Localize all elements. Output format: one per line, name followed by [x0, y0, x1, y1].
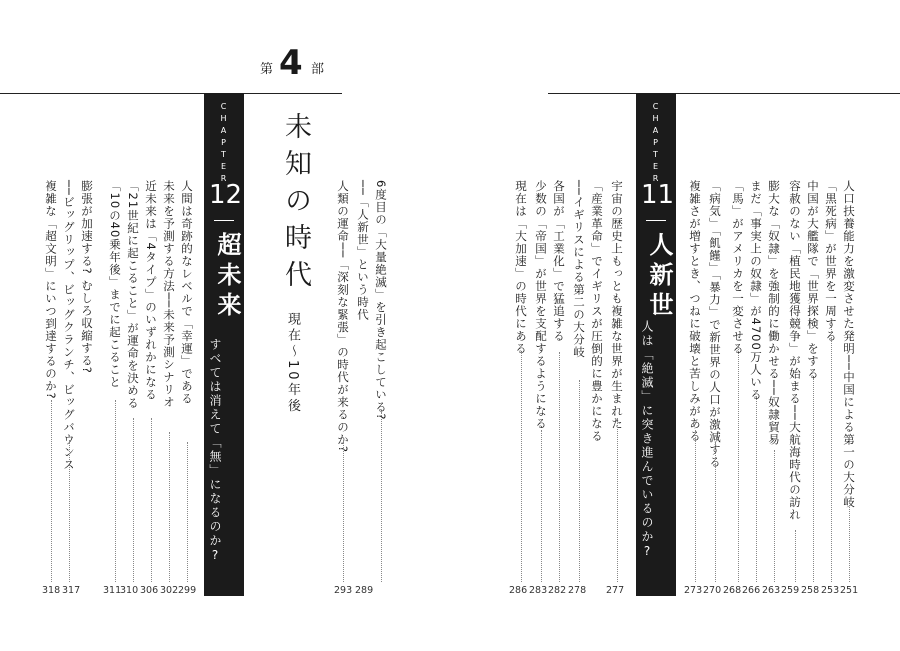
ch11-page-2: 253 [821, 585, 840, 596]
section-subtitle: 現在〜10年後 [285, 312, 300, 415]
ch11-entry-11: 「産業革命」でイギリスが圧倒的に豊かになる [590, 180, 604, 443]
ch11-page-3: 258 [801, 585, 820, 596]
chapter11-number: 11 [641, 180, 675, 210]
chapter11-dash [646, 220, 666, 221]
ch12-leader-1 [187, 442, 188, 582]
ch11-leader-3 [813, 378, 814, 582]
mid-leader-3 [343, 440, 344, 582]
chapter12-dash [214, 220, 234, 221]
ch12-page-6: 317 [62, 585, 81, 596]
chapter11-title: 人新世 [645, 232, 673, 322]
ch12-page-3: 306 [140, 585, 159, 596]
ch11-page-12: 278 [568, 585, 587, 596]
ch11-leader-2 [831, 318, 832, 582]
ch11-leader-8 [715, 442, 716, 582]
ch11-leader-9 [695, 430, 696, 582]
mid-entry-3: 人類の運命──「深刻な緊張」の時代が来るのか? [336, 180, 350, 453]
mid-entry-1: 6度目の「大量絶滅」を引き起こしている? [374, 180, 388, 421]
ch12-page-4: 310 [120, 585, 139, 596]
top-rule-right [548, 93, 900, 94]
chapter12-title: 超未来 [213, 232, 241, 322]
ch12-page-5: 311 [103, 585, 122, 596]
ch11-leader-1 [849, 500, 850, 582]
mid-page-3: 293 [334, 585, 353, 596]
ch12-entry-4: 「21世紀に起こること」が運命を決める [126, 180, 140, 410]
ch11-leader-5 [774, 450, 775, 582]
ch11-entry-12: ──イギリスによる第二の大分岐 [572, 180, 586, 359]
ch11-leader-15 [521, 352, 522, 582]
ch11-page-6: 266 [742, 585, 761, 596]
chapter11-subtitle: 人は「絶滅」に突き進んでいるのか? [640, 320, 654, 560]
section-title: 未知の時代 [280, 112, 311, 297]
ch12-page-1: 299 [178, 585, 197, 596]
ch11-entry-4: 容赦のない「植民地獲得競争」が始まる──大航海時代の訪れ [788, 180, 802, 521]
ch11-entry-9: 複雑さが増すとき、つねに破壊と苦しみがある [688, 180, 702, 443]
ch12-entry-8: 複雑な「超文明」にいつ到達するのか? [44, 180, 58, 400]
ch11-entry-6: まだ「事実上の奴隷」が4700万人いる [749, 180, 763, 401]
mid-entry-2: ──「人新世」という時代 [356, 180, 370, 321]
part-suffix: 部 [311, 62, 325, 77]
ch11-leader-4 [795, 530, 796, 582]
ch11-entry-13: 各国が「工業化」で猛追する [552, 180, 566, 343]
ch11-leader-7 [738, 346, 739, 582]
ch11-page-10: 277 [606, 585, 625, 596]
ch12-entry-2: 未来を予測する方法──未来予測シナリオ [162, 180, 176, 409]
ch11-entry-1: 人口扶養能力を激変させた発明──中国による第一の大分岐 [842, 180, 856, 509]
ch11-leader-14 [541, 430, 542, 582]
chapter11-label: CHAPTER [651, 102, 660, 186]
ch12-entry-7: ──ビッグリップ、ビッグクランチ、ビッグバウンス [62, 180, 76, 471]
ch11-leader-12 [579, 380, 580, 582]
ch11-entry-5: 膨大な「奴隷」を強制的に働かせる──奴隷貿易 [767, 180, 781, 446]
part-number: 4 [279, 43, 303, 83]
ch11-entry-8: 「病気」「飢饉」「暴力」で新世界の人口が激減する [708, 180, 722, 469]
chapter12-number: 12 [209, 180, 243, 210]
ch12-leader-7 [51, 400, 52, 582]
chapter12-subtitle: すべては消えて「無」になるのか? [208, 338, 222, 564]
ch12-leader-3 [151, 418, 152, 582]
ch12-entry-3: 近未来は「4タイプ」のいずれかになる [144, 180, 158, 401]
ch11-page-9: 273 [684, 585, 703, 596]
part-prefix: 第 [260, 62, 274, 77]
ch11-page-15: 286 [509, 585, 528, 596]
ch12-leader-6 [69, 440, 70, 582]
top-rule-left [0, 93, 342, 94]
ch12-entry-6: 膨張が加速する? むしろ収縮する? [80, 180, 94, 374]
ch12-page-8: 318 [42, 585, 61, 596]
ch11-page-1: 251 [840, 585, 859, 596]
ch11-page-14: 283 [529, 585, 548, 596]
chapter12-label: CHAPTER [219, 102, 228, 186]
ch11-entry-2: 「黒死病」が世界を一周する [824, 180, 838, 343]
ch11-leader-10 [617, 418, 618, 582]
ch11-page-8: 270 [703, 585, 722, 596]
ch11-page-4: 259 [781, 585, 800, 596]
mid-page-1: 289 [355, 585, 374, 596]
ch11-entry-7: 「馬」がアメリカを一変させる [731, 180, 745, 355]
ch11-entry-10: 宇宙の歴史上もっとも複雑な世界が生まれた [610, 180, 624, 430]
ch11-page-5: 263 [762, 585, 781, 596]
ch12-leader-4 [133, 418, 134, 582]
ch12-leader-5 [115, 400, 116, 582]
ch11-entry-15: 現在は「大加速」の時代にある [514, 180, 528, 355]
mid-leader-1 [381, 412, 382, 582]
ch11-entry-14: 少数の「帝国」が世界を支配するようになる [534, 180, 548, 430]
ch12-page-2: 302 [160, 585, 179, 596]
ch12-entry-5: 「10の40乗年後」までに起こること [108, 180, 122, 389]
ch11-page-13: 282 [548, 585, 567, 596]
ch12-leader-2 [169, 432, 170, 582]
ch11-entry-3: 中国が大艦隊で「世界探検」をする [806, 180, 820, 380]
ch11-page-7: 268 [723, 585, 742, 596]
ch11-leader-13 [559, 352, 560, 582]
ch12-entry-1: 人間は奇跡的なレベルで「幸運」である [180, 180, 194, 405]
ch11-leader-6 [756, 396, 757, 582]
